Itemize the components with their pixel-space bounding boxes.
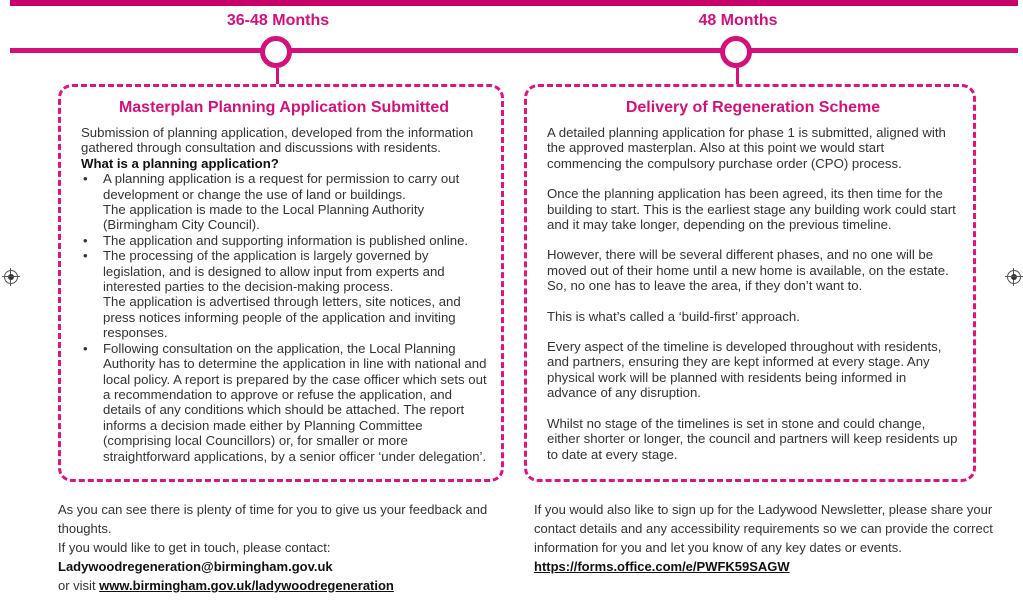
delivery-card <box>524 84 976 482</box>
masterplan-card <box>58 84 504 482</box>
card-title: Masterplan Planning Application Submitted <box>118 99 450 116</box>
list-item <box>81 233 487 248</box>
feedback-text: As you can see there is plenty of time for you to give us your feedback and thoughts. <box>58 502 488 536</box>
card-body <box>81 125 487 464</box>
website-link[interactable]: www.birmingham.gov.uk/ladywoodregeneration <box>99 578 394 593</box>
list-item <box>81 171 487 233</box>
timeline-node-icon <box>720 36 752 68</box>
stage-label-36-48-months: 36-48 Months <box>226 12 330 29</box>
card-intro: Submission of planning application, developed from the information gathered through consultation and discussions with residents. <box>81 125 474 156</box>
timeline-line <box>10 48 1018 53</box>
card-body <box>547 125 959 462</box>
registration-mark-icon <box>4 270 18 284</box>
paragraph: Whilst no stage of the timelines is set in stone and could change, either shorter or longer, the council and partners will keep residents up to date at every stage. <box>547 415 958 462</box>
timeline-node-icon <box>260 36 292 68</box>
card-title: Delivery of Regeneration Scheme <box>625 99 881 116</box>
bullet-text: The processing of the application is largely governed by legislation, and is designed to allow input from experts and interested parties to the decision-making process. <box>103 248 445 295</box>
newsletter-form-link[interactable]: https://forms.office.com/e/PWFK59SAGW <box>534 559 790 574</box>
bullet-extra-text: The application is made to the Local Planning Authority (Birmingham City Council). <box>103 202 425 233</box>
registration-mark-icon <box>1007 270 1021 284</box>
visit-prefix: or visit <box>58 578 100 593</box>
bullet-text: The application and supporting information is published online. <box>103 232 469 248</box>
bullet-text: A planning application is a request for permission to carry out development or change the use of land or buildings. <box>103 171 460 202</box>
visit-line <box>58 576 498 595</box>
newsletter-text: If you would also like to sign up for the Ladywood Newsletter, please share your contact details and any accessibility requirements so we can provide the correct information for you and let you know of any key dates or events. <box>534 502 993 555</box>
paragraph: A detailed planning application for phase 1 is submitted, aligned with the approved masterplan. Also at this point we would start commencing the compulsory purchase order (CPO) process. <box>547 125 946 171</box>
bullet-text: Following consultation on the application, the Local Planning Authority has to determine the application in line with national and local policy. A report is prepared by the case officer which sets out a recommendation to approve or refuse the application, and details of any conditions which should be attached. The report informs a decision made either by Planning Committee (comprising local Councillors) or, for smaller or more straightforward applications, by a senior officer ‘under delegation’. <box>103 340 487 464</box>
list-item <box>81 248 487 340</box>
contact-section <box>58 500 498 595</box>
list-item <box>81 341 487 464</box>
card-question: What is a planning application? <box>81 155 279 171</box>
stage-label-48-months: 48 Months <box>698 12 778 29</box>
paragraph: Every aspect of the timeline is developed throughout with residents, and partners, ensuring they are kept informed at every stage. Any physical work will be planned with residents being informed in advance of any disruption. <box>547 339 942 401</box>
contact-prompt: If you would like to get in touch, please contact: <box>58 540 331 555</box>
paragraph: This is what’s called a ‘build-first’ approach. <box>547 308 800 324</box>
paragraph: However, there will be several different phases, and no one will be moved out of their home until a new home is available, on the estate. So, no one has to leave the area, if they don’t want to. <box>547 247 949 294</box>
contact-email[interactable]: Ladywoodregeneration@birmingham.gov.uk <box>58 559 333 574</box>
bullet-extra-text: The application is advertised through letters, site notices, and press notices informing people of the application and inviting responses. <box>103 294 461 341</box>
paragraph: Once the planning application has been agreed, its then time for the building to start. This is the earliest stage any building work could start and it may take longer, depending on the previous timeline. <box>547 186 956 233</box>
top-accent-bar <box>10 0 1018 6</box>
bullet-list <box>81 171 487 464</box>
newsletter-section <box>534 500 994 576</box>
